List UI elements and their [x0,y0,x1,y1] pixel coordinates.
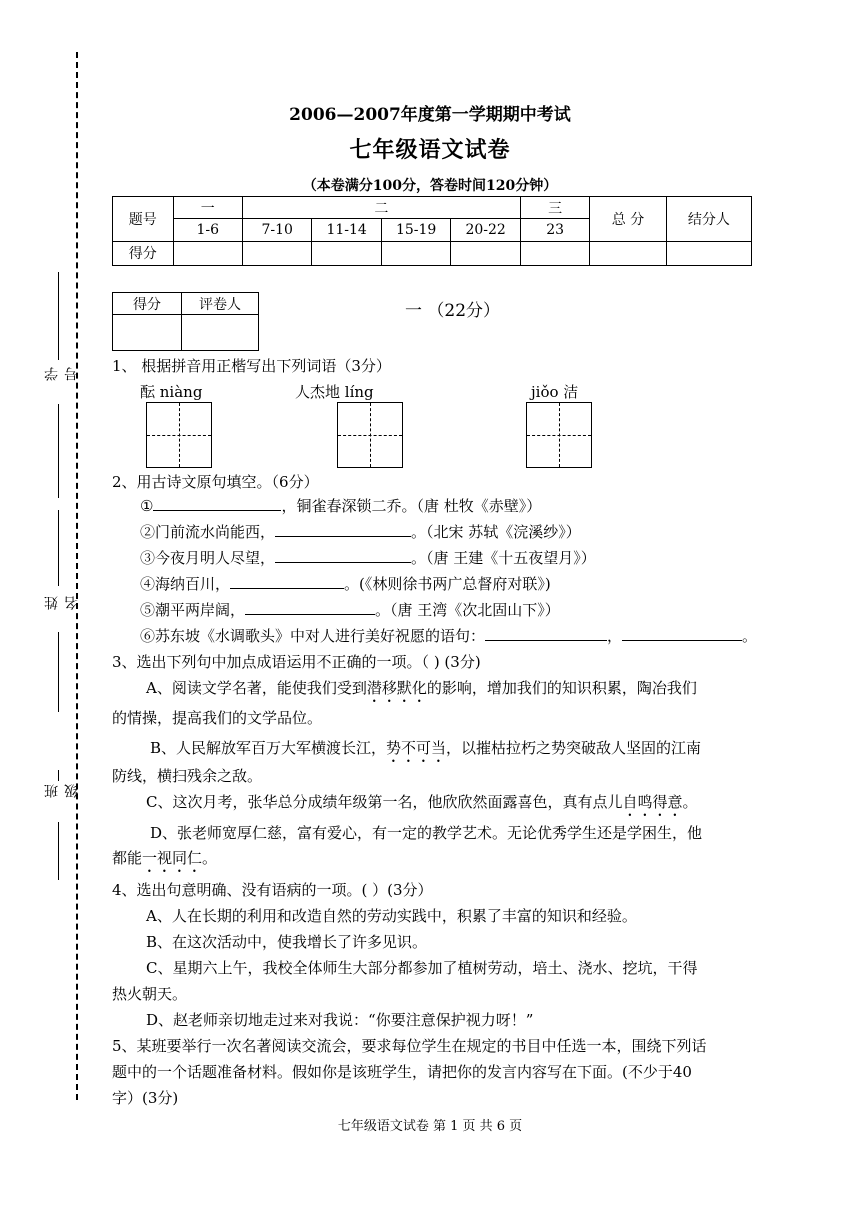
q2-blank-2[interactable] [275,522,411,537]
q2-l2-a: ②门前流水尚能西， [140,523,276,541]
q4-option-d: D、赵老师亲切地走过来对我说：“你要注意保护视力呀！” [146,1011,534,1029]
q4-option-b: B、在这次活动中，使我增长了许多见识。 [146,933,428,951]
q2-l4-a: ④海纳百川， [140,575,231,593]
score-table [112,196,752,266]
q3-b-idiom: 势不可当 [386,739,447,757]
total-header: 总 分 [590,197,666,242]
score-cell-4[interactable] [381,241,451,265]
q3-c-idiom: 自鸣得意 [622,793,683,811]
q2-l1-a: ① [140,497,154,515]
q1-writing-box-3[interactable] [526,402,592,468]
student-id-label: 学号 [44,367,80,381]
q3-option-b [150,737,701,766]
q1-word-2: 人杰地 líng [295,383,374,401]
range-7-10: 7-10 [242,219,311,241]
q3-prompt: 3、选出下列句中加点成语运用不正确的一项。（ ) (3分) [112,653,481,671]
q4-option-c: C、星期六上午，我校全体师生大部分都参加了植树劳动，培土、浇水、挖坑，干得 [146,959,698,977]
score-row-label: 得分 [113,241,174,265]
q3-b-text-1: B、人民解放军百万大军横渡长江， [150,739,387,757]
score-cell-1[interactable] [173,241,242,265]
class-label: 班级 [44,784,80,798]
grader-score-cell[interactable] [113,315,182,351]
range-20-22: 20-22 [451,219,521,241]
q3-option-a [146,677,697,706]
class-line-2 [58,822,59,880]
binding-dashed-line [76,52,78,1100]
page-footer: 七年级语文试卷 第 1 页 共 6 页 [337,1119,523,1134]
exam-title: 2006—2007年度第一学期期中考试 [289,105,571,125]
q1-writing-box-1[interactable] [146,402,212,468]
q2-l5-a: ⑤潮平两岸阔， [140,601,246,619]
q2-l6-a: ⑥苏东坡《水调歌头》中对人进行美好祝愿的语句： [140,627,486,645]
q3-c-text-1: C、这次月考，张华总分成绩年级第一名，他欣欣然面露喜色，真有点儿 [146,793,623,811]
student-id-line [58,272,59,360]
range-1-6: 1-6 [173,219,242,241]
q3-option-c [146,791,698,820]
tihao-header: 题号 [113,197,174,242]
q3-option-d-cont [112,847,217,876]
q4-prompt: 4、选出句意明确、没有语病的一项。( ）(3分） [112,881,433,899]
q2-l3-a: ③今夜月明人尽望， [140,549,276,567]
q3-d-idiom: 一视同仁 [142,849,203,867]
q5-prompt-line-2: 题中的一个话题准备材料。假如你是该班学生，请把你的发言内容写在下面。(不少于40 [112,1063,692,1081]
q3-option-a-cont: 的情操，提高我们的文学品位。 [112,709,323,727]
q2-prompt: 2、用古诗文原句填空。（6分） [112,473,319,491]
score-cell-6[interactable] [520,241,589,265]
q4-option-c-cont: 热火朝天。 [112,985,188,1003]
q3-b-text-2: ，以摧枯拉朽之势突破敌人坚固的江南 [446,739,702,757]
grader-header: 结分人 [666,197,751,242]
grader-table [112,292,259,351]
score-cell-grader[interactable] [666,241,751,265]
section1-header: 一 [173,197,242,219]
q3-option-b-cont: 防线，横扫残余之敌。 [112,767,263,785]
q2-l1-b: ，铜雀春深锁二乔。（唐 杜牧《赤壁》） [281,497,542,515]
score-cell-2[interactable] [242,241,311,265]
q2-line-5 [140,599,560,620]
section1-title: 一 （22分） [405,301,501,321]
name-line [58,510,59,586]
q2-line-4 [140,573,551,594]
q3-c-text-2: 。 [682,793,698,811]
q2-l6-c: 。 [742,627,758,645]
q4-option-a: A、人在长期的利用和改造自然的劳动实践中，积累了丰富的知识和经验。 [146,907,637,925]
paper-title: 七年级语文试卷 [349,137,511,163]
q2-line-3 [140,547,596,568]
score-cell-3[interactable] [312,241,382,265]
score-cell-5[interactable] [451,241,521,265]
q3-d-text-1: 都能 [112,849,143,867]
grader-name-label: 评卷人 [182,293,259,315]
range-23: 23 [520,219,589,241]
q2-blank-5[interactable] [245,600,375,615]
q1-word-1: 酝 niàng [140,383,203,401]
q2-blank-1[interactable] [153,496,281,511]
q3-d-text-2: 。 [202,849,218,867]
q2-l4-b: 。(《林则徐书两广总督府对联》) [344,575,551,593]
grader-score-label: 得分 [113,293,182,315]
score-cell-total[interactable] [590,241,666,265]
q1-word-3: jiǒo 洁 [531,383,579,401]
q3-option-d: D、张老师宽厚仁慈，富有爱心，有一定的教学艺术。无论优秀学生还是学困生，他 [150,824,703,842]
class-line [58,770,59,781]
q2-blank-4[interactable] [230,574,344,589]
q2-l3-b: 。（唐 王建《十五夜望月》） [411,549,596,567]
range-11-14: 11-14 [312,219,382,241]
q1-writing-box-2[interactable] [337,402,403,468]
section3-header: 三 [520,197,589,219]
q2-l6-b: ， [607,627,623,645]
q3-a-idiom: 潜移默化 [366,679,427,697]
student-id-line-2 [58,404,59,498]
exam-note: （本卷满分100分，答卷时间120分钟） [302,178,558,194]
section2-header: 二 [242,197,520,219]
q2-blank-7[interactable] [622,626,742,641]
q1-prompt: 1、 根据拼音用正楷写出下列词语（3分） [112,357,391,375]
q5-prompt-line-1: 5、某班要举行一次名著阅读交流会，要求每位学生在规定的书目中任选一本，围绕下列话 [112,1037,707,1055]
grader-name-cell[interactable] [182,315,259,351]
q2-line-2 [140,521,581,542]
q3-a-text-1: A、阅读文学名著，能使我们受到 [146,679,367,697]
q2-line-1 [140,495,541,516]
name-label: 姓名 [44,596,80,610]
q2-blank-3[interactable] [275,548,411,563]
q2-blank-6[interactable] [485,626,607,641]
q2-l5-b: 。（唐 王湾《次北固山下》） [375,601,560,619]
q2-l2-b: 。（北宋 苏轼《浣溪纱》） [411,523,581,541]
q3-a-text-2: 的影响，增加我们的知识积累，陶冶我们 [426,679,697,697]
q5-prompt-line-3: 字）(3分) [112,1089,179,1107]
name-line-2 [58,632,59,712]
q2-line-6 [140,625,757,646]
range-15-19: 15-19 [381,219,451,241]
